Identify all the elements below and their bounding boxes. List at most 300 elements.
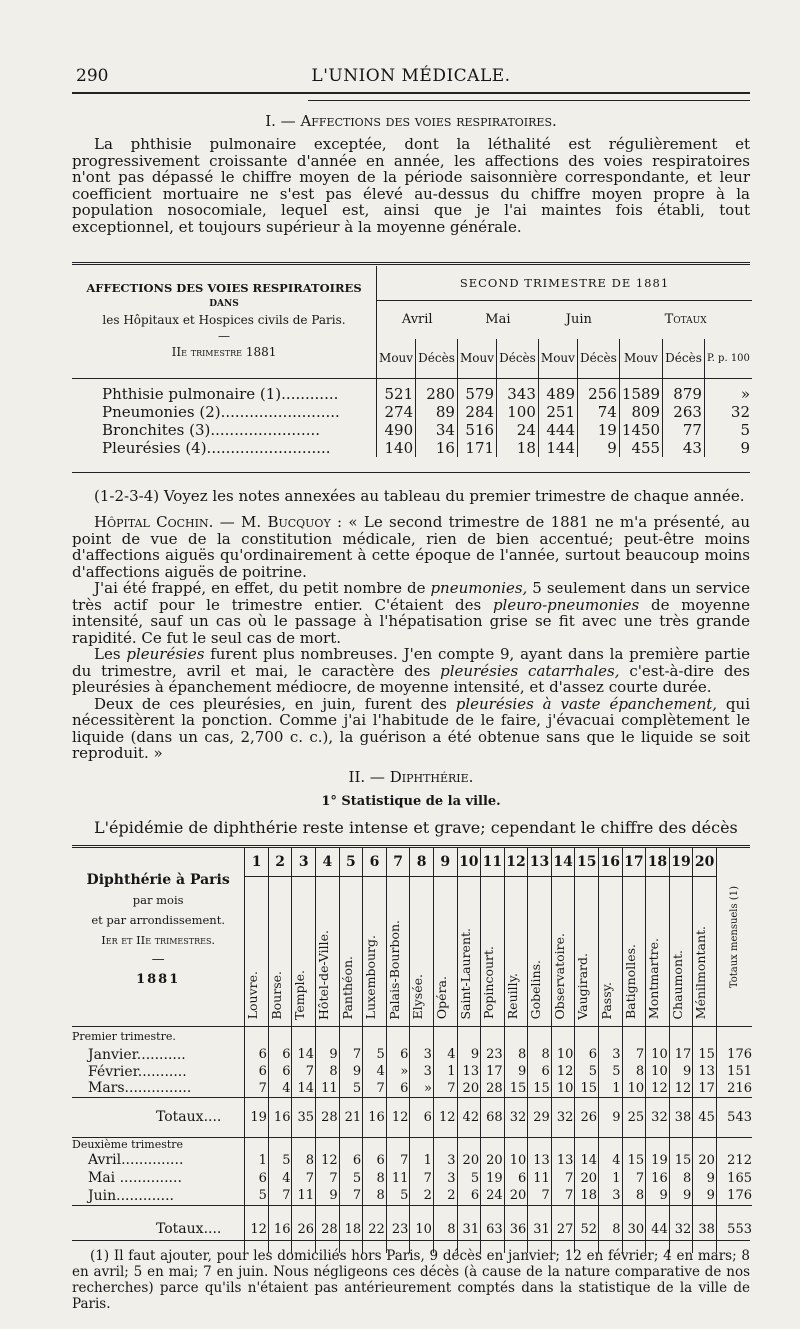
empty-cell: [646, 1026, 670, 1046]
month-row: [72, 1063, 752, 1080]
cell: 20: [693, 1151, 717, 1169]
cell: 9: [339, 1063, 363, 1080]
table1-month-juin: Juin: [565, 312, 592, 328]
row-total: 543: [716, 1097, 752, 1137]
quarter-label: Premier trimestre.: [72, 1026, 245, 1046]
month-row: [72, 1169, 752, 1187]
running-header: [72, 62, 750, 90]
table1-cell: 284: [457, 403, 496, 421]
cell: 6: [245, 1046, 269, 1063]
arr-name-text: Gobelins.: [528, 960, 544, 1020]
cell: 6: [528, 1063, 552, 1080]
cell: 11: [528, 1169, 552, 1187]
cell: 10: [551, 1046, 575, 1063]
row-total: 151: [727, 1064, 752, 1079]
table1-cell: 9: [740, 438, 750, 457]
cochin-lead: Hôpital Cochin. — M. Bucquoy :: [94, 513, 343, 531]
row-total: 216: [727, 1080, 752, 1096]
cell: »: [386, 1063, 410, 1080]
cell: 42: [457, 1097, 481, 1137]
page-number: 290: [76, 66, 109, 86]
table1-row-label: Pleurésies (4)..........................: [72, 439, 377, 457]
header-rule-thin: [308, 100, 750, 101]
cochin-p3: [72, 646, 750, 696]
cell: 8: [622, 1187, 646, 1205]
cochin-p3b: pleurésies: [126, 645, 205, 663]
col-deces: Décès: [578, 339, 620, 379]
arr-number: 10: [457, 848, 481, 876]
journal-title: L'UNION MÉDICALE.: [311, 66, 511, 86]
table1-month-avril: Avril: [401, 312, 433, 328]
empty-cell: [245, 1026, 269, 1046]
cell: 5: [363, 1046, 387, 1063]
table1-cell: 809: [619, 403, 662, 421]
arr-number: 4: [316, 848, 340, 876]
cell: 18: [575, 1187, 599, 1205]
empty-cell: [504, 1137, 528, 1151]
arr-name-text: Luxembourg.: [363, 935, 379, 1020]
month-row: [72, 1151, 752, 1169]
cell: 10: [622, 1080, 646, 1097]
cell: 3: [433, 1151, 457, 1169]
arr-name: [268, 876, 292, 1026]
arr-number: 5: [339, 848, 363, 876]
cell: 35: [292, 1097, 316, 1137]
cell: 7: [622, 1169, 646, 1187]
col-deces: Décès: [663, 339, 705, 379]
table1-left-dash: —: [218, 329, 230, 343]
arr-name-text: Opéra.: [433, 976, 449, 1020]
empty-cell: [598, 1026, 622, 1046]
arr-name-text: Reuilly.: [504, 973, 520, 1020]
cell: 5: [598, 1063, 622, 1080]
arr-number: 6: [363, 848, 387, 876]
cell: 17: [693, 1080, 717, 1097]
cell: 7: [528, 1187, 552, 1205]
cell: 5: [245, 1187, 269, 1205]
cell: 10: [504, 1151, 528, 1169]
col-deces: Décès: [497, 339, 539, 379]
table1-left-trim: IIe trimestre 1881: [171, 345, 277, 359]
table1-left-title: AFFECTIONS DES VOIES RESPIRATOIRES: [86, 281, 362, 295]
cell: 29: [528, 1097, 552, 1137]
col-pp: P. p. 100: [707, 352, 750, 364]
row-label: Mars...............: [72, 1080, 245, 1097]
table1-cell: 34: [416, 421, 458, 439]
arr-name: [504, 876, 528, 1026]
arr-number: 20: [693, 848, 717, 876]
arr-number: 11: [481, 848, 505, 876]
empty-cell: [575, 1137, 599, 1151]
cell: 16: [646, 1169, 670, 1187]
cell: 52: [575, 1205, 599, 1253]
arr-name: [433, 876, 457, 1026]
empty-cell: [433, 1026, 457, 1046]
row-label: Février...........: [72, 1063, 245, 1080]
cell: 45: [693, 1097, 717, 1137]
arr-name: [693, 876, 717, 1026]
cell: 5: [339, 1080, 363, 1097]
arr-name: [245, 876, 269, 1026]
table1-cell: 43: [663, 439, 705, 457]
arr-number: 9: [433, 848, 457, 876]
table1-cell: 19: [578, 421, 620, 439]
table1-row-label: Bronchites (3).......................: [72, 421, 377, 439]
cell: 17: [481, 1063, 505, 1080]
cell: 7: [292, 1063, 316, 1080]
arr-number: 1: [245, 848, 269, 876]
month-row: [72, 1046, 752, 1063]
arr-name: [646, 876, 670, 1026]
cochin-report: [72, 514, 750, 762]
cell: 8: [363, 1169, 387, 1187]
cell: 4: [598, 1151, 622, 1169]
empty-cell: [457, 1026, 481, 1046]
cell: 38: [693, 1205, 717, 1253]
table1-cell: 251: [538, 403, 577, 421]
cell: 7: [551, 1169, 575, 1187]
arr-name: [551, 876, 575, 1026]
empty-cell: [386, 1137, 410, 1151]
cell: 9: [316, 1046, 340, 1063]
cell: 3: [433, 1169, 457, 1187]
empty-cell: [481, 1137, 505, 1151]
table2-title: Diphthérie à Paris: [86, 872, 230, 888]
cell: 7: [363, 1080, 387, 1097]
cell: 13: [551, 1151, 575, 1169]
col-mouv: Mouv: [538, 339, 577, 379]
empty-cell: [622, 1026, 646, 1046]
empty-cell: [433, 1137, 457, 1151]
empty-cell: [245, 1137, 269, 1151]
table1-row: [72, 403, 752, 421]
diphtheria-subtitle: 1° Statistique de la ville.: [321, 794, 501, 809]
cochin-p2d: pleuro-pneumonies: [492, 595, 640, 614]
cell: 1: [598, 1169, 622, 1187]
arr-number: 14: [551, 848, 575, 876]
arr-name: [598, 876, 622, 1026]
respiratory-intro: [72, 136, 750, 235]
cell: 16: [268, 1205, 292, 1253]
row-label: Totaux....: [72, 1097, 245, 1137]
table2-sub3: Ier et IIe trimestres.: [101, 933, 216, 947]
arr-name: [622, 876, 646, 1026]
table1-month-mai: Mai: [485, 312, 511, 328]
cell: 6: [504, 1169, 528, 1187]
cell: 8: [598, 1205, 622, 1253]
table1-cell: 140: [377, 439, 416, 457]
table1-cell: 144: [538, 439, 577, 457]
arr-name-text: Vaugirard.: [575, 952, 591, 1020]
cell: 9: [457, 1046, 481, 1063]
cochin-p3e: c'est-à-dire des pleurésies à épanchement médiocre, de moyenne intensité, et d'assez courte durée.: [72, 661, 750, 696]
cell: 15: [693, 1046, 717, 1063]
cell: 32: [551, 1097, 575, 1137]
cell: 23: [481, 1046, 505, 1063]
cell: 15: [504, 1080, 528, 1097]
cell: 32: [646, 1097, 670, 1137]
cell: 19: [245, 1097, 269, 1137]
footnote-text: (1) Il faut ajouter, pour les domiciliés hors Paris, 9 décès en janvier; 12 en février; 4 en mars; 8 en avril; 5 en mai; 7 en juin. Nous négligeons ces décès (à cause de la nature comparative de nos recherches) parce qu'ils n'étaient pas antérieurement comptés dans la statistique de la ville de Paris.: [72, 1248, 750, 1312]
table1-row: [72, 421, 752, 439]
table2-number-row: [72, 848, 752, 876]
table1-cell: 32: [730, 402, 750, 421]
arr-number: 19: [669, 848, 693, 876]
empty-cell: [669, 1026, 693, 1046]
empty-cell: [339, 1026, 363, 1046]
cell: 13: [528, 1151, 552, 1169]
col-mouv: Mouv: [377, 339, 416, 379]
empty-cell: [410, 1137, 434, 1151]
cell: 12: [386, 1097, 410, 1137]
section-title-diphtheria: II. — Diphthérie.: [348, 768, 474, 786]
cochin-p4c: qui nécessitèrent la ponction. Comme j'ai l'habitude de le faire, j'évacuai complètement le liquide (dans un cas, 2,700 c. c.), la guérison a été obtenue sans que le liquide se soit reproduit. »: [72, 694, 750, 762]
cell: 6: [386, 1080, 410, 1097]
arr-number: 2: [268, 848, 292, 876]
empty-cell: [551, 1026, 575, 1046]
table1-cell: 77: [663, 421, 705, 439]
table1-cell: 171: [457, 439, 496, 457]
empty-cell: [481, 1026, 505, 1046]
cell: 4: [268, 1169, 292, 1187]
cell: 9: [669, 1187, 693, 1205]
table2-left-header: [72, 848, 245, 1026]
cell: 5: [386, 1187, 410, 1205]
header-rule: [72, 92, 750, 94]
section-title-respiratory: I. — Affections des voies respiratoires.: [265, 112, 557, 130]
table1-cell: 343: [497, 379, 539, 403]
cell: 31: [528, 1205, 552, 1253]
empty-cell: [551, 1137, 575, 1151]
empty-cell: [598, 1137, 622, 1151]
row-label: Totaux....: [72, 1205, 245, 1253]
month-row: [72, 1080, 752, 1097]
cell: 8: [622, 1063, 646, 1080]
empty-cell: [339, 1137, 363, 1151]
cell: 9: [669, 1063, 693, 1080]
empty-cell: [693, 1026, 717, 1046]
empty-cell: [457, 1137, 481, 1151]
cell: 17: [669, 1046, 693, 1063]
table1-row-label: Phthisie pulmonaire (1)............: [72, 379, 377, 403]
table1-cell: 18: [497, 439, 539, 457]
cell: 7: [410, 1169, 434, 1187]
arr-number: 3: [292, 848, 316, 876]
cell: 20: [481, 1151, 505, 1169]
empty-cell: [316, 1137, 340, 1151]
cell: 6: [339, 1151, 363, 1169]
empty-cell: [504, 1026, 528, 1046]
cell: 27: [551, 1205, 575, 1253]
cell: 6: [457, 1187, 481, 1205]
total-header: [716, 848, 752, 1026]
cell: 2: [410, 1187, 434, 1205]
cell: 10: [551, 1080, 575, 1097]
cell: 6: [268, 1046, 292, 1063]
empty-cell: [292, 1137, 316, 1151]
row-label: Juin.............: [72, 1187, 245, 1205]
row-total: 553: [716, 1205, 752, 1253]
arr-name: [386, 876, 410, 1026]
cell: 30: [622, 1205, 646, 1253]
cell: 4: [268, 1080, 292, 1097]
cell: 9: [693, 1169, 717, 1187]
total-header-text: Totaux mensuels (1): [728, 885, 740, 988]
table1-cell: 280: [416, 379, 458, 403]
cell: 1: [598, 1080, 622, 1097]
table1-cell: 263: [663, 403, 705, 421]
cell: 44: [646, 1205, 670, 1253]
cell: 6: [410, 1097, 434, 1137]
cochin-p4b: pleurésies à vaste épanchement,: [455, 694, 718, 713]
row-total: 212: [727, 1152, 752, 1168]
cell: 8: [528, 1046, 552, 1063]
arr-name: [457, 876, 481, 1026]
col-mouv: Mouv: [619, 339, 662, 379]
arr-name-text: Saint-Laurent.: [457, 927, 473, 1020]
arr-name: [575, 876, 599, 1026]
cell: 3: [598, 1187, 622, 1205]
table1-cell: 274: [377, 403, 416, 421]
table1-cell: 74: [578, 403, 620, 421]
table1-row: [72, 439, 752, 457]
cell: 8: [292, 1151, 316, 1169]
cell: 8: [504, 1046, 528, 1063]
row-label: Avril..............: [72, 1151, 245, 1169]
arr-name: [410, 876, 434, 1026]
cell: 5: [268, 1151, 292, 1169]
table1-note: [72, 488, 750, 505]
cell: 9: [504, 1063, 528, 1080]
cell: 8: [433, 1205, 457, 1253]
table1-note-text: (1-2-3-4) Voyez les notes annexées au tableau du premier trimestre de chaque année.: [94, 487, 745, 505]
cell: 10: [410, 1205, 434, 1253]
table1-month-totaux: Totaux: [664, 312, 707, 328]
cell: »: [410, 1080, 434, 1097]
cell: 6: [245, 1169, 269, 1187]
cell: 1: [433, 1063, 457, 1080]
cell: 5: [457, 1169, 481, 1187]
cell: 9: [598, 1097, 622, 1137]
cell: 23: [386, 1205, 410, 1253]
empty-cell: [575, 1026, 599, 1046]
total-row: [72, 1205, 752, 1253]
cell: 21: [339, 1097, 363, 1137]
cell: 10: [646, 1046, 670, 1063]
row-total: 176: [727, 1047, 752, 1062]
cochin-p1-text: « Le second trimestre de 1881 ne m'a présenté, au point de vue de la constitution médicale, rien de bien accentué; peut-être moins d'affections aiguës qu'ordinairement à cette époque de l'année, surtout beaucoup moins d'affections aiguës de poitrine.: [72, 513, 750, 581]
arr-name-text: Batignolles.: [622, 944, 638, 1020]
cell: 12: [646, 1080, 670, 1097]
cell: 9: [316, 1187, 340, 1205]
arr-number: 15: [575, 848, 599, 876]
empty-cell: [268, 1137, 292, 1151]
quarter-label-row: [72, 1026, 752, 1046]
arr-name-text: Louvre.: [245, 971, 261, 1020]
diphtheria-table: [72, 848, 752, 1253]
footnote: [72, 1248, 750, 1312]
cell: 11: [292, 1187, 316, 1205]
arr-name: [339, 876, 363, 1026]
empty-cell: [528, 1026, 552, 1046]
cell: 14: [575, 1151, 599, 1169]
cell: 26: [575, 1097, 599, 1137]
arr-number: 8: [410, 848, 434, 876]
empty-cell: [622, 1137, 646, 1151]
cell: 8: [316, 1063, 340, 1080]
arr-name-text: Temple.: [292, 969, 308, 1020]
cochin-p3d: pleurésies catarrhales,: [440, 661, 620, 680]
cell: 31: [457, 1205, 481, 1253]
cell: 7: [245, 1080, 269, 1097]
empty-cell: [363, 1026, 387, 1046]
quarter-label-row: [72, 1137, 752, 1151]
arr-name: [292, 876, 316, 1026]
cell: 8: [669, 1169, 693, 1187]
cell: 15: [528, 1080, 552, 1097]
arr-name-text: Elysée.: [410, 974, 426, 1020]
arr-name-text: Panthéon.: [339, 956, 355, 1020]
arr-number: 18: [646, 848, 670, 876]
arr-number: 16: [598, 848, 622, 876]
table1-cell: 579: [457, 379, 496, 403]
cochin-p2c: 5 seulement dans un service très actif pour le trimestre entier. C'étaient des: [72, 579, 750, 614]
total-row: [72, 1097, 752, 1137]
cell: 9: [646, 1187, 670, 1205]
table1-cell: 455: [619, 439, 662, 457]
cell: 15: [669, 1151, 693, 1169]
arr-number: 12: [504, 848, 528, 876]
table1-period: SECOND TRIMESTRE DE 1881: [377, 266, 753, 301]
table1-left-dans: DANS: [209, 299, 239, 309]
table1-cell: »: [740, 384, 750, 403]
arr-name: [316, 876, 340, 1026]
arr-name-text: Palais-Bourbon.: [386, 919, 402, 1020]
cochin-p2a: J'ai été frappé, en effet, du petit nombre de: [94, 579, 431, 597]
table1-cell: 16: [416, 439, 458, 457]
cell: 3: [410, 1063, 434, 1080]
respiratory-table: [72, 266, 752, 457]
cell: 10: [646, 1063, 670, 1080]
cell: 7: [433, 1080, 457, 1097]
cell: 13: [457, 1063, 481, 1080]
cell: 22: [363, 1205, 387, 1253]
cell: 32: [669, 1205, 693, 1253]
cell: 6: [386, 1046, 410, 1063]
cell: 2: [433, 1187, 457, 1205]
cell: 6: [268, 1063, 292, 1080]
cell: 6: [575, 1046, 599, 1063]
row-total: 176: [727, 1188, 752, 1204]
arr-name-text: Popincourt.: [481, 946, 497, 1020]
cell: 15: [575, 1080, 599, 1097]
cell: 16: [268, 1097, 292, 1137]
table2-sub1: par mois: [132, 893, 184, 907]
arr-number: 17: [622, 848, 646, 876]
diphtheria-intro: [72, 820, 750, 837]
cell: 38: [669, 1097, 693, 1137]
cell: 6: [363, 1151, 387, 1169]
cell: 20: [457, 1151, 481, 1169]
empty-cell: [268, 1026, 292, 1046]
cell: 7: [622, 1046, 646, 1063]
arr-name: [363, 876, 387, 1026]
row-label: Mai ..............: [72, 1169, 245, 1187]
cell: 63: [481, 1205, 505, 1253]
table1-left-header: [72, 266, 377, 379]
cell: 3: [598, 1046, 622, 1063]
cell: 32: [504, 1097, 528, 1137]
